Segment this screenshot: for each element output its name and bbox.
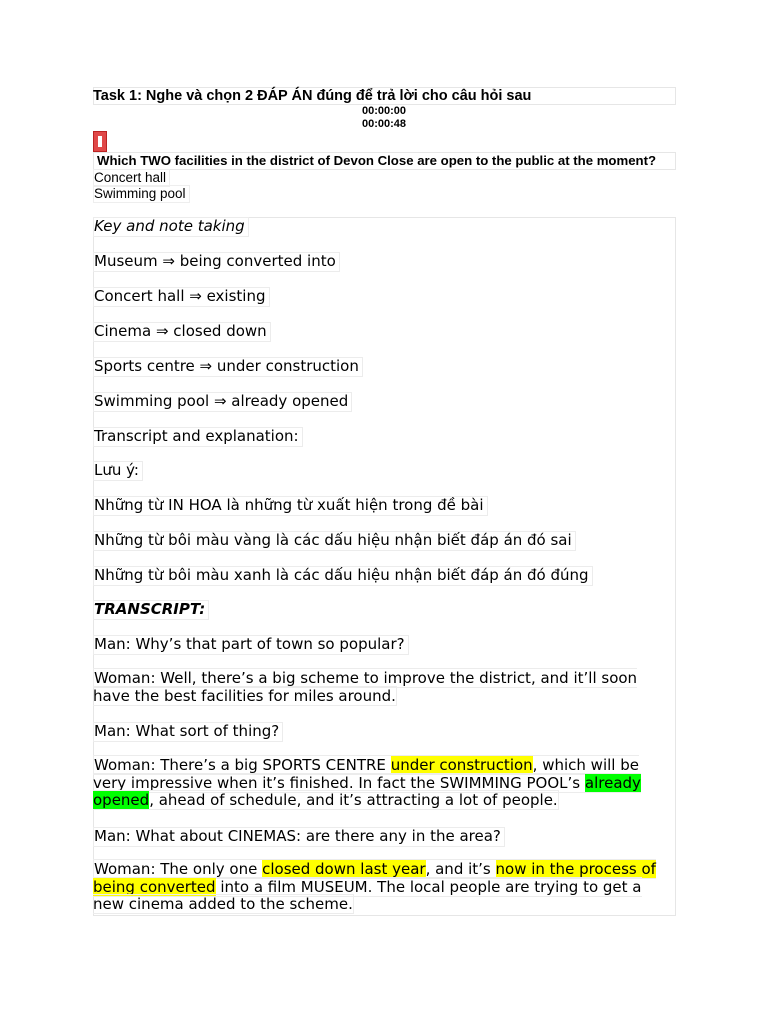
note-label: Lưu ý: [93,461,143,481]
transcript-text: Woman: There’s a big SPORTS CENTRE [94,756,391,774]
transcript-line: Man: What about CINEMAS: are there any in the area? [93,827,505,847]
transcript-paragraph [93,861,676,914]
task-title: Task 1: Nghe và chọn 2 ĐÁP ÁN đúng để trả lời cho câu hỏi sau [93,88,532,104]
note-item: Museum ⇒ being converted into [93,252,340,272]
legend-item: Những từ bôi màu xanh là các dấu hiệu nhận biết đáp án đó đúng [93,566,593,586]
transcript-line: Woman: Well, there’s a big scheme to improve the district, and it’ll soon have the best facilities for miles around. [93,669,638,705]
transcript-heading: TRANSCRIPT: [93,600,209,620]
legend-item: Những từ bôi màu vàng là các dấu hiệu nhận biết đáp án đó sai [93,531,576,551]
explanation-heading: Transcript and explanation: [93,427,303,447]
question-text: Which TWO facilities in the district of Devon Close are open to the public at the moment? [97,153,657,168]
audio-play-marker[interactable] [93,131,107,152]
transcript-paragraph [93,757,676,810]
notes-heading: Key and note taking [93,217,249,237]
transcript-line: Man: Why’s that part of town so popular? [93,635,409,655]
highlight-correct: already opened [93,773,641,809]
highlight-wrong: now in the process of being converted [93,860,656,896]
transcript-line: Man: What sort of thing? [93,722,283,742]
transcript-text: , and it’s [425,860,496,878]
highlight-wrong: under construction [390,756,533,774]
note-item: Cinema ⇒ closed down [93,322,271,342]
audio-end-time: 00:00:48 [361,118,407,130]
answer-option: Swimming pool [93,185,190,203]
marker-bar-icon [98,136,102,147]
transcript-text: Woman: The only one [94,860,263,878]
legend-item: Những từ IN HOA là những từ xuất hiện trong đề bài [93,496,488,516]
note-item: Sports centre ⇒ under construction [93,357,363,377]
transcript-paragraph [93,670,676,705]
transcript-text: into a film MUSEUM. The local people are trying to get a new cinema added to the scheme. [93,877,642,913]
highlight-wrong: closed down last year [262,860,426,878]
transcript-text: , which will be very impressive when it’s finished. In fact the SWIMMING POOL’s [93,756,639,792]
answer-option: Concert hall [93,169,170,187]
transcript-text: , ahead of schedule, and it’s attracting a lot of people. [149,791,558,809]
note-item: Swimming pool ⇒ already opened [93,392,352,412]
note-item: Concert hall ⇒ existing [93,287,270,307]
audio-start-time: 00:00:00 [361,105,407,117]
